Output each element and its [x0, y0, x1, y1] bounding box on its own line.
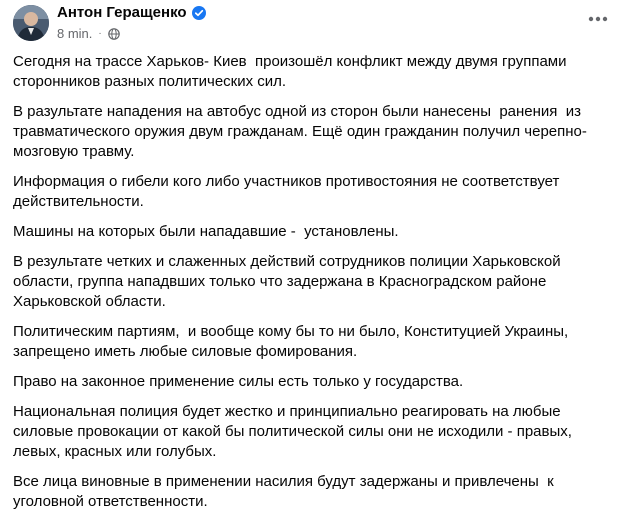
post-paragraph: Политическим партиям, и вообще кому бы то ни было, Конституцией Украины, запрещено иметь любые силовые фомирования.: [13, 323, 581, 360]
post-timestamp[interactable]: 8 min.: [57, 26, 93, 41]
more-options-button[interactable]: [584, 8, 612, 28]
avatar-photo: [13, 5, 49, 41]
post-paragraph: Национальная полиция будет жестко и принципиально реагировать на любые силовые провокации от какой бы политической силы они не исходили - правых, левых, красных или голубых.: [13, 403, 577, 460]
author-name[interactable]: Антон Геращенко: [57, 4, 187, 21]
post-paragraph: Информация о гибели кого либо участников противостояния не соответствует действительности.: [13, 173, 564, 210]
post-meta: [57, 26, 120, 41]
post-paragraph: Машины на которых были нападавшие - установлены.: [13, 223, 399, 240]
post-header: [0, 0, 624, 52]
author-name-row: [57, 4, 206, 21]
verified-badge-icon: [192, 6, 206, 20]
post-paragraph: В разультате нападения на автобус одной из сторон были нанесены ранения из травматического оружия двум гражданам. Ещё один гражданин получил черепно-мозговую травму.: [13, 103, 587, 160]
meta-separator: ·: [98, 28, 102, 39]
post-body: [13, 52, 613, 522]
post-paragraph: В результате четких и слаженных действий сотрудников полиции Харьковской области, группа нападвших только что задержана в Красноградском районе Харьковской области.: [13, 253, 565, 310]
ellipsis-icon: [588, 9, 608, 27]
post-paragraph: Все лица виновные в применении насилия будут задержаны и привлечены к уголовной ответственности.: [13, 473, 558, 510]
author-avatar[interactable]: [13, 5, 49, 41]
post-paragraph: Право на законное применение силы есть только у государства.: [13, 373, 464, 390]
post-paragraph: Сегодня на трассе Харьков- Киев произошёл конфликт между двумя группами сторонников разных политических сил.: [13, 53, 571, 90]
globe-icon[interactable]: [108, 28, 120, 40]
